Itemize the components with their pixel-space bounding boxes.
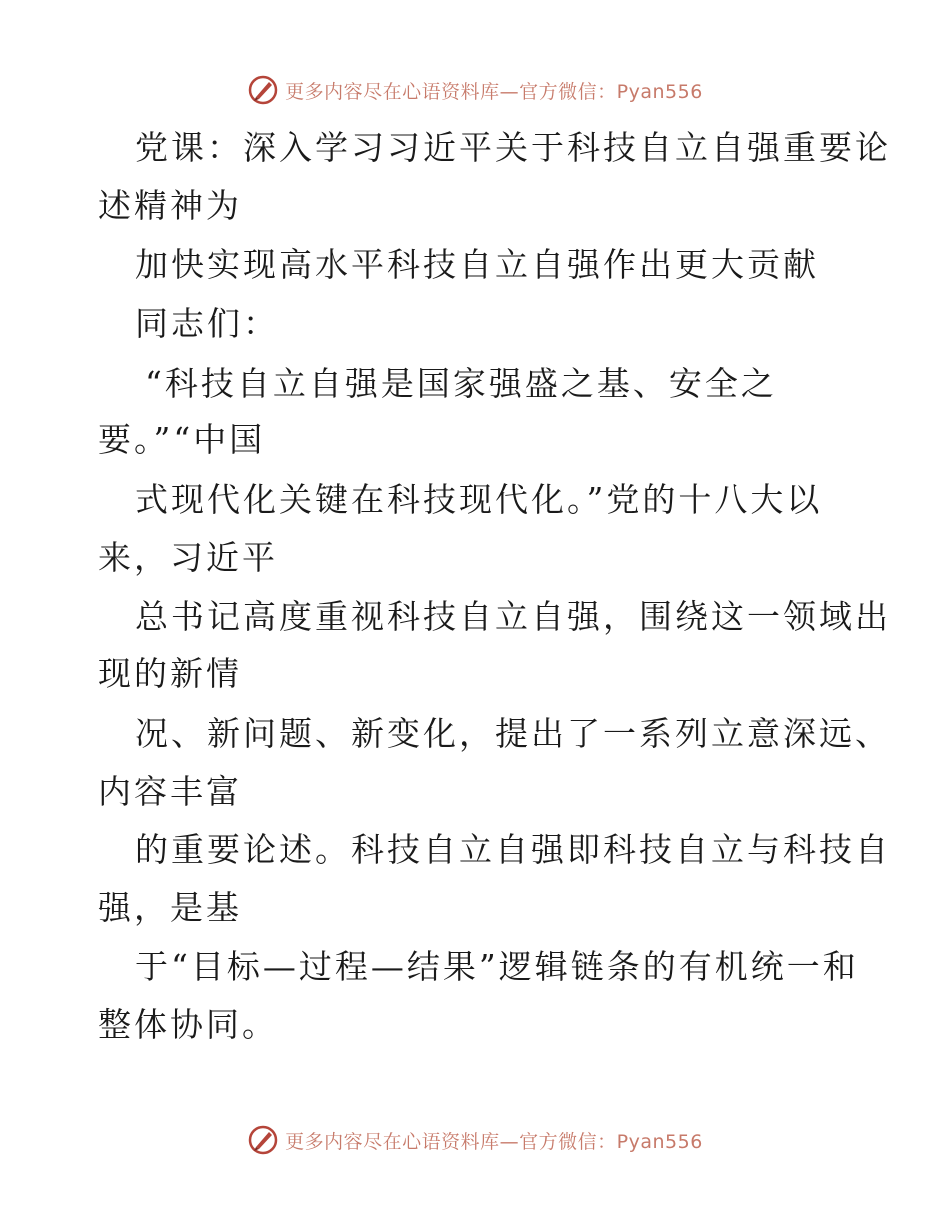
pen-logo-icon [247, 1124, 279, 1156]
text-line: 述精神为 [98, 186, 242, 225]
text-line: 要。”“中国 [98, 420, 266, 459]
watermark-text: 更多内容尽在心语资料库—官方微信：Pyan556 [285, 80, 703, 103]
text-line: 加快实现高水平科技自立自强作出更大贡献 [135, 245, 819, 284]
text-line: 内容丰富 [98, 772, 242, 811]
watermark-text: 更多内容尽在心语资料库—官方微信：Pyan556 [285, 1130, 703, 1153]
text-line: 来，习近平 [98, 538, 278, 577]
text-line: 党课：深入学习习近平关于科技自立自强重要论 [135, 128, 891, 167]
text-line: “科技自立自强是国家强盛之基、安全之 [145, 364, 777, 403]
text-line: 现的新情 [98, 654, 242, 693]
text-line: 况、新问题、新变化，提出了一系列立意深远、 [135, 714, 891, 753]
pen-logo-icon [247, 74, 279, 106]
text-line: 同志们： [135, 304, 279, 343]
text-line: 式现代化关键在科技现代化。”党的十八大以 [135, 480, 823, 519]
text-line: 总书记高度重视科技自立自强，围绕这一领域出 [135, 597, 891, 636]
footer-watermark [0, 1120, 950, 1160]
text-line: 强，是基 [98, 888, 242, 927]
text-line: 整体协同。 [98, 1005, 278, 1044]
header-watermark [0, 70, 950, 110]
text-line: 的重要论述。科技自立自强即科技自立与科技自 [135, 830, 891, 869]
text-line: 于“目标—过程—结果”逻辑链条的有机统一和 [135, 947, 859, 986]
